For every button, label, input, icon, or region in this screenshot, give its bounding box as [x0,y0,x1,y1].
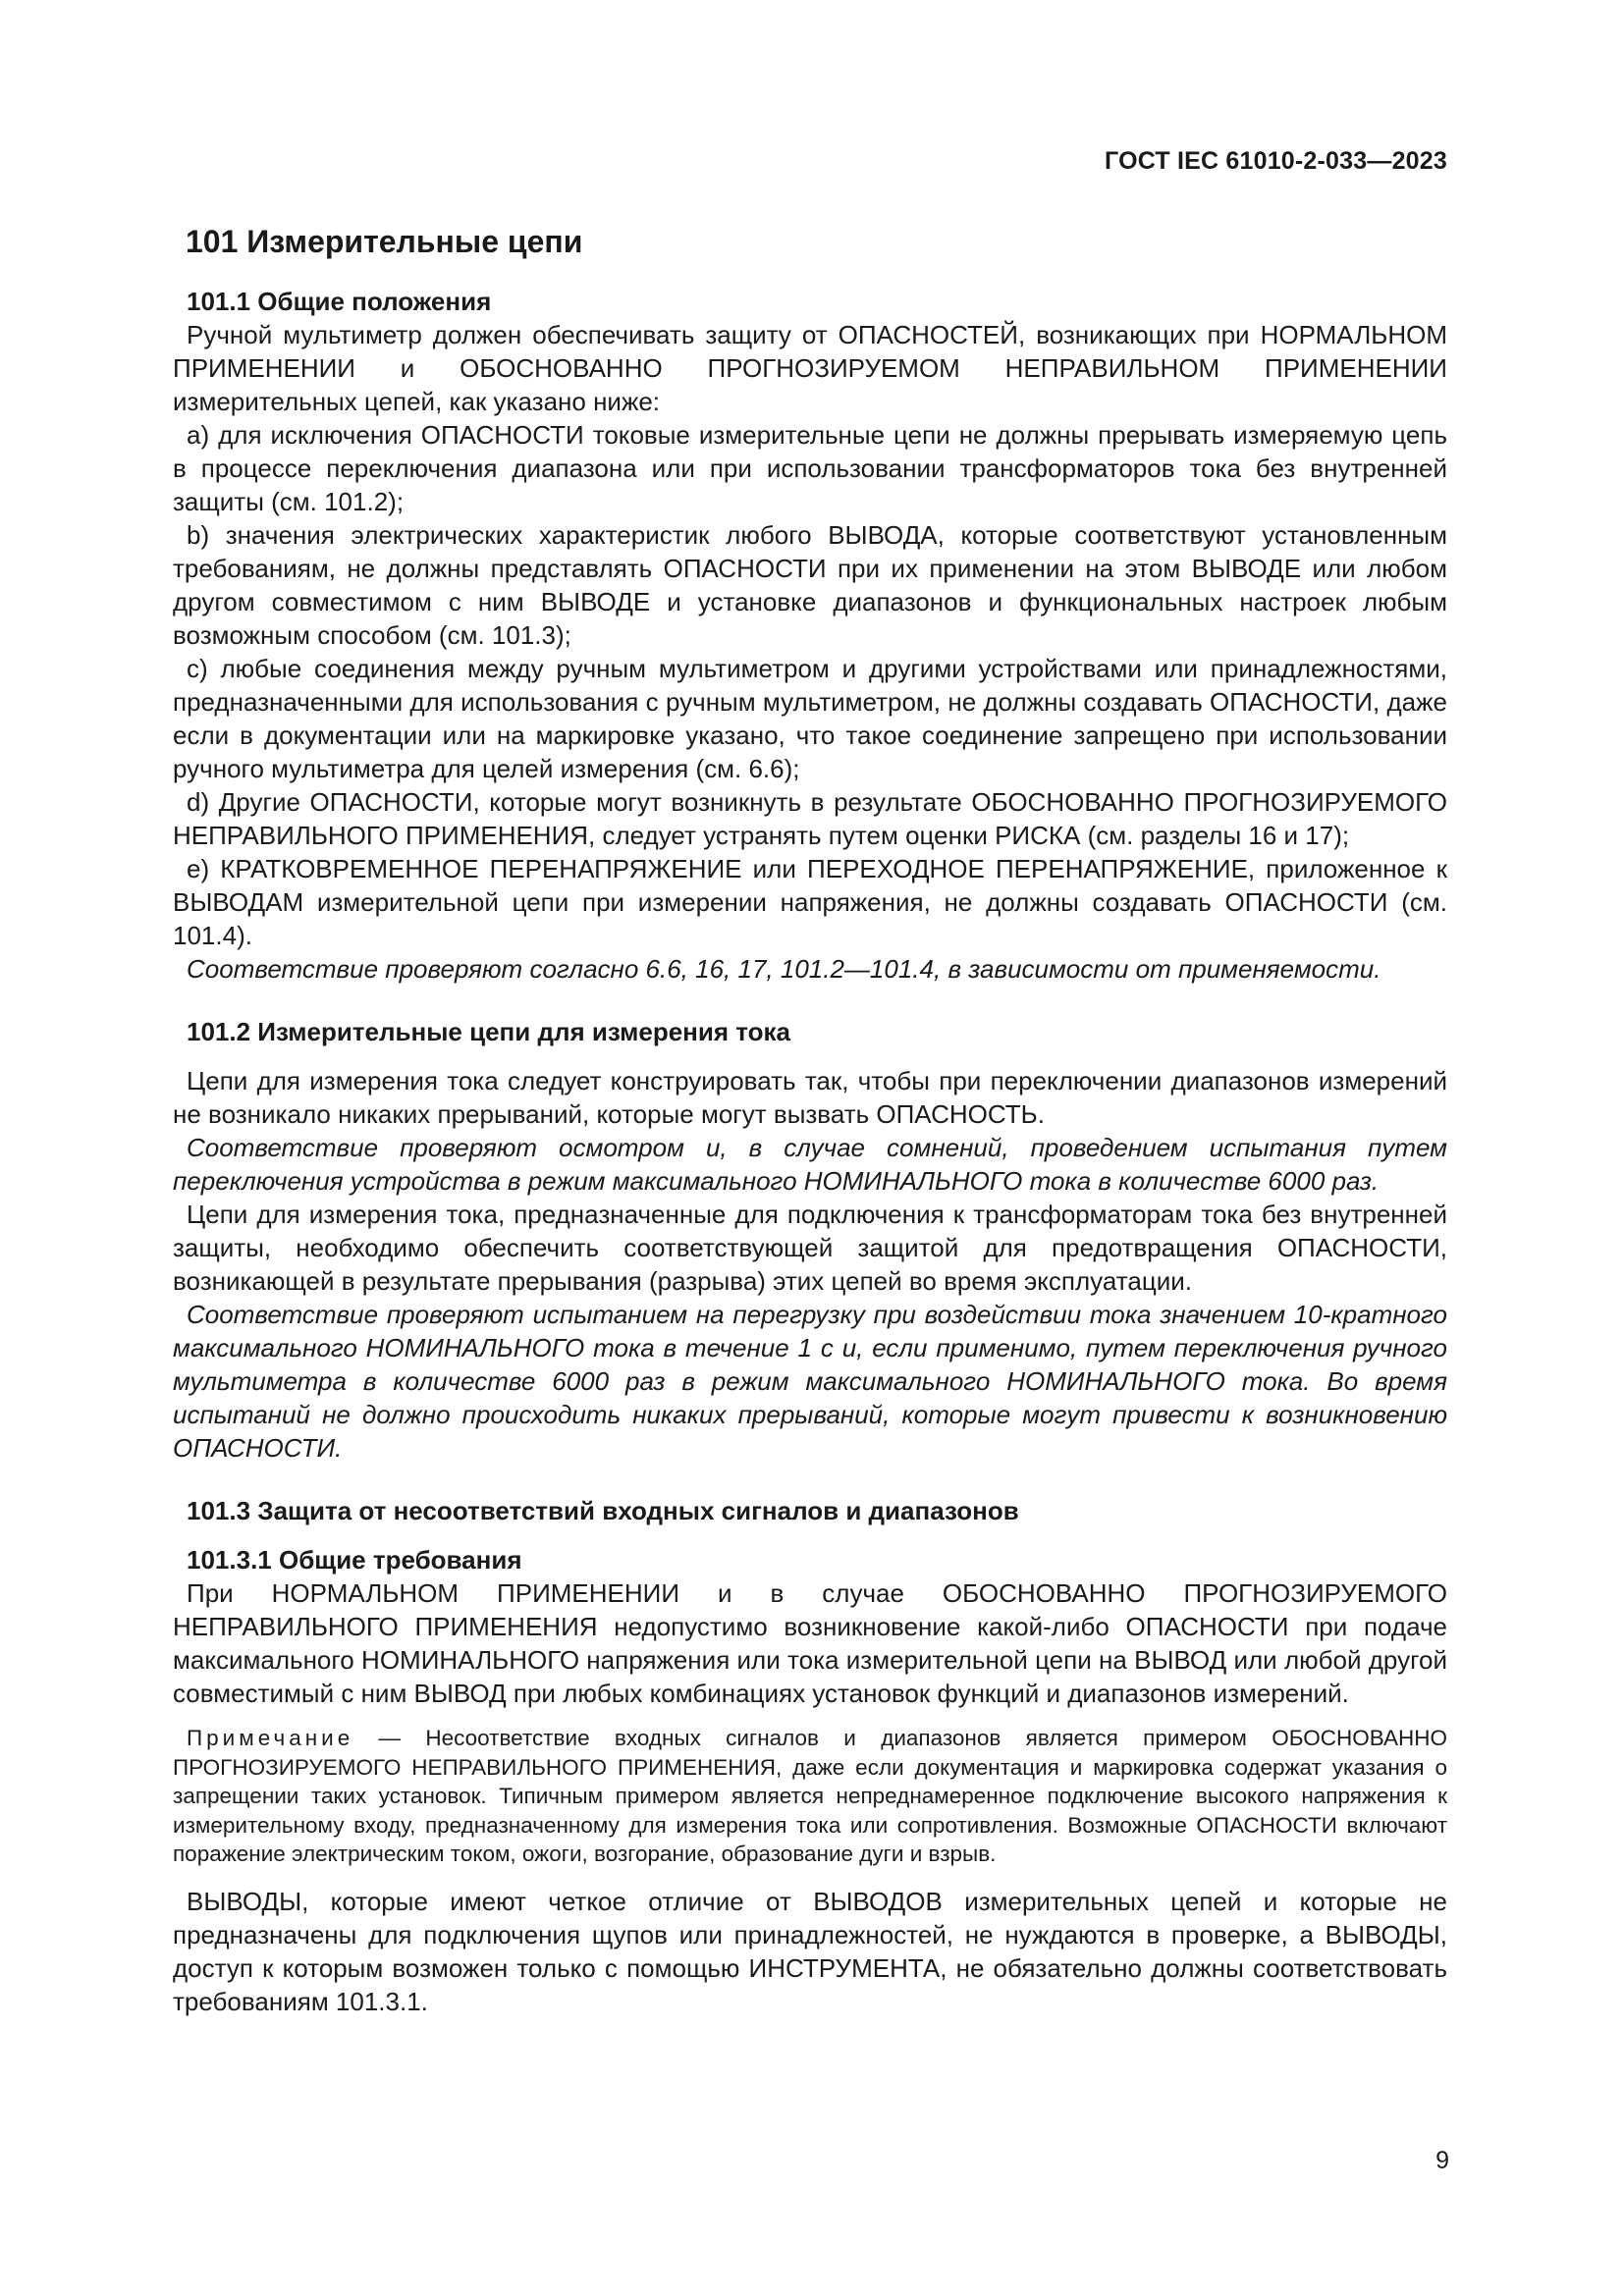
list-item-a: a) для исключения ОПАСНОСТИ токовые измерительные цепи не должны прерывать измеряемую цепь в процессе переключения диапазона или при использовании трансформаторов тока без внутренней защиты (см. 101.2); [173,420,1447,516]
section-101-1-intro: Ручной мультиметр должен обеспечивать защиту от ОПАСНОСТЕЙ, возникающих при НОРМАЛЬНОМ ПРИМЕНЕНИИ и ОБОСНОВАННО ПРОГНОЗИРУЕМОМ НЕПРАВИЛЬНОМ ПРИМЕНЕНИИ измерительных цепей, как указано ниже: [173,320,1447,416]
list-item-b: b) значения электрических характеристик любого ВЫВОДА, которые соответствуют установленным требованиям, не должны представлять ОПАСНОСТИ при их применении на этом ВЫВОДЕ или любом другом совместимом с ним ВЫВОДЕ и установке диапазонов и функциональных настроек любым возможным способом (см. 101.3); [173,520,1447,650]
section-101-2-paragraph-1: Цепи для измерения тока следует конструировать так, чтобы при переключении диапазонов измерений не возникало никаких прерываний, которые могут вызвать ОПАСНОСТЬ. [173,1066,1447,1129]
section-101-3-1-paragraph-2: ВЫВОДЫ, которые имеют четкое отличие от ВЫВОДОВ измерительных цепей и которые не предназначены для подключения щупов или принадлежностей, не нуждаются в проверке, а ВЫВОДЫ, доступ к которым возможен только с помощью ИНСТРУМЕНТА, не обязательно должны соответствовать требованиям 101.3.1. [173,1886,1447,2016]
document-body [173,222,1447,2018]
section-101-3-title: 101.3 Защита от несоответствий входных сигналов и диапазонов [187,1496,1019,1525]
section-101-2-compliance-2: Соответствие проверяют испытанием на перегрузку при воздействии тока значением 10-кратного максимального НОМИНАЛЬНОГО тока в течение 1 с и, если применимо, путем переключения ручного мультиметра в количестве 6000 раз в режим максимального НОМИНАЛЬНОГО тока. Во время испытаний не должно происходить никаких прерываний, которые могут привести к возникновению ОПАСНОСТИ. [173,1300,1447,1463]
section-101-title: 101 Измерительные цепи [186,224,583,259]
section-101-1-compliance: Соответствие проверяют согласно 6.6, 16, 17, 101.2—101.4, в зависимости от применяемости. [187,954,1381,984]
section-101-3-1-paragraph-1: При НОРМАЛЬНОМ ПРИМЕНЕНИИ и в случае ОБОСНОВАННО ПРОГНОЗИРУЕМОГО НЕПРАВИЛЬНОГО ПРИМЕНЕНИЯ недопустимо возникновение какой-либо ОПАСНОСТИ при подаче максимального НОМИНАЛЬНОГО напряжения или тока измерительной цепи на ВЫВОД или любой другой совместимый с ним ВЫВОД при любых комбинациях установок функций и диапазонов измерений. [173,1578,1447,1708]
document-header: ГОСТ IEC 61010-2-033—2023 [1105,147,1447,175]
note-text: — Несоответствие входных сигналов и диапазонов является примером ОБОСНОВАННО ПРОГНОЗИРУЕМОГО НЕПРАВИЛЬНОГО ПРИМЕНЕНИЯ, даже если документация и маркировка содержат указания о запрещении таких установок. Типичным примером является непреднамеренное подключение высокого напряжения к измерительному входу, предназначенному для измерения тока или сопротивления. Возможные ОПАСНОСТИ включают поражение электрическим током, ожоги, возгорание, образование дуги и взрыв. [173,1726,1447,1866]
note [173,1724,1447,1869]
page-number: 9 [1435,2147,1449,2174]
section-101-1-title: 101.1 Общие положения [187,287,492,316]
section-101-2-title: 101.2 Измерительные цепи для измерения тока [187,1017,790,1046]
list-item-c: c) любые соединения между ручным мультиметром и другими устройствами или принадлежностями, предназначенными для использования с ручным мультиметром, не должны создавать ОПАСНОСТИ, даже если в документации или на маркировке указано, что такое соединение запрещено при использовании ручного мультиметра для целей измерения (см. 6.6); [173,654,1447,783]
list-item-e: e) КРАТКОВРЕМЕННОЕ ПЕРЕНАПРЯЖЕНИЕ или ПЕРЕХОДНОЕ ПЕРЕНАПРЯЖЕНИЕ, приложенное к ВЫВОДАМ измерительной цепи при измерении напряжения, не должны создавать ОПАСНОСТИ (см. 101.4). [173,854,1447,950]
note-label: Примечание [187,1726,354,1750]
section-101-2-paragraph-2: Цепи для измерения тока, предназначенные для подключения к трансформаторам тока без внутренней защиты, необходимо обеспечить соответствующей защитой для предотвращения ОПАСНОСТИ, возникающей в результате прерывания (разрыва) этих цепей во время эксплуатации. [173,1200,1447,1296]
list-item-d: d) Другие ОПАСНОСТИ, которые могут возникнуть в результате ОБОСНОВАННО ПРОГНОЗИРУЕМОГО НЕПРАВИЛЬНОГО ПРИМЕНЕНИЯ, следует устранять путем оценки РИСКА (см. разделы 16 и 17); [173,787,1447,850]
section-101-3-1-title: 101.3.1 Общие требования [187,1545,522,1575]
section-101-2-compliance-1: Соответствие проверяют осмотром и, в случае сомнений, проведением испытания путем переключения устройства в режим максимального НОМИНАЛЬНОГО тока в количестве 6000 раз. [173,1133,1447,1196]
